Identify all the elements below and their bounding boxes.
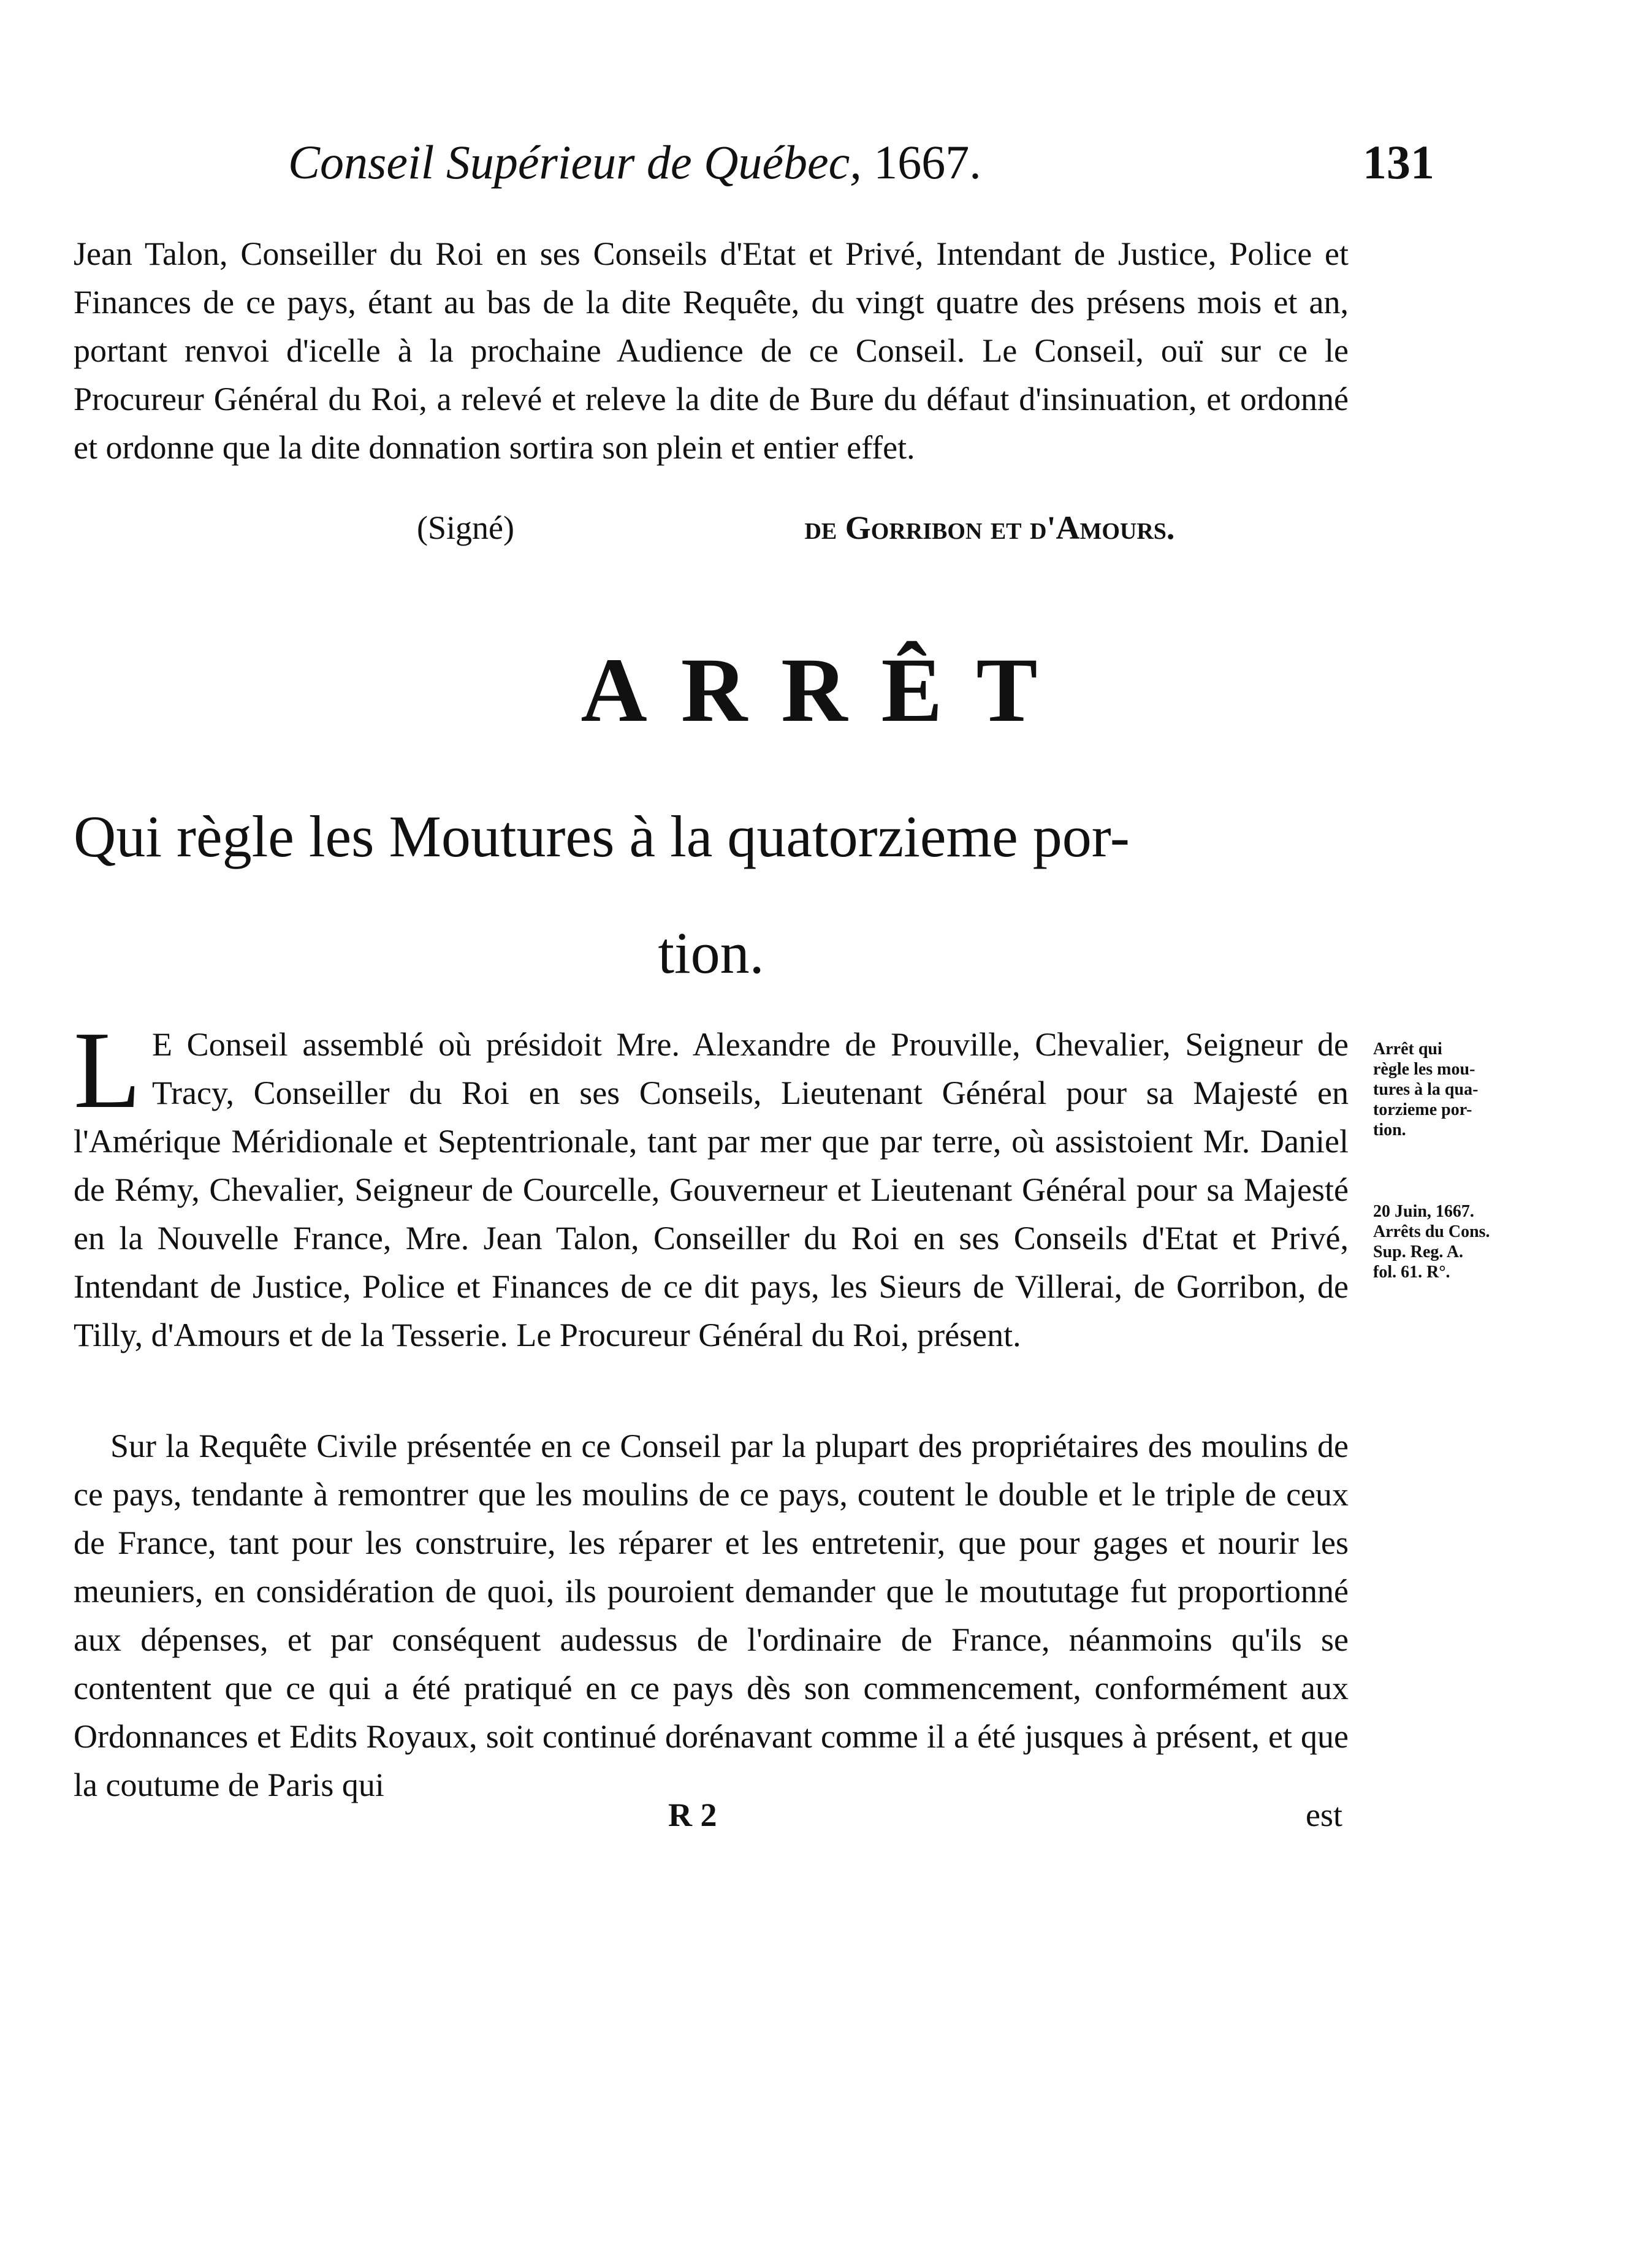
arret-subtitle-line1: Qui règle les Moutures à la quatorzieme por- xyxy=(74,804,1130,869)
drop-cap: L xyxy=(74,1009,141,1131)
top-paragraph: Jean Talon, Conseiller du Roi en ses Conseils d'Etat et Privé, Intendant de Justice, Police et Finances de ce pays, étant au bas de la dite Requête, du vingt quatre des présens mois et an, portant renvoi d'icelle à la prochaine Audience de ce Conseil. Le Conseil, ouï sur ce le Procureur Général du Roi, a relevé et releve la dite de Bure du défaut d'insinuation, et ordonné et ordonne que la dite donnation sortira son plein et entier effet. xyxy=(74,235,1349,466)
catchword: est xyxy=(1306,1797,1342,1833)
arret-subtitle xyxy=(74,778,1349,1011)
margin-note-summary xyxy=(1373,1039,1569,1140)
margin-note-line: Arrêts du Cons. xyxy=(1373,1222,1490,1241)
main-paragraph-2: Sur la Requête Civile présentée en ce Conseil par la plupart des propriétaires des moulins de ce pays, tendante à remontrer que les moulins de ce pays, coutent le double et le triple de ceux de France, tant pour les construire, les réparer et les entretenir, que pour gages et nourir les meuniers, en considération de quoi, ils pouroient demander que le moututage fut proportionné aux dépenses, et par conséquent audessus de l'ordinaire de France, néanmoins qu'ils se contentent que ce qui a été pratiqué en ce pays dès son commencement, conformément aux Ordonnances et Edits Royaux, soit continué dorénavant comme il a été jusques à présent, et que la coutume de Paris qui xyxy=(74,1428,1349,1803)
main-paragraph-1: E Conseil assemblé où présidoit Mre. Alexandre de Prouville, Chevalier, Seigneur de Tracy, Conseiller du Roi en ses Conseils, Lieutenant Général pour sa Majesté en l'Amérique Méridionale et Septentrionale, tant par mer que par terre, où assistoient Mr. Daniel de Rémy, Chevalier, Seigneur de Courcelle, Gouverneur et Lieutenant Général pour sa Majesté en la Nouvelle France, Mre. Jean Talon, Conseiller du Roi en ses Conseils d'Etat et Privé, Intendant de Justice, Police et Finances de ce dit pays, les Sieurs de Villerai, de Gorribon, de Tilly, d'Amours et de la Tesserie. Le Procureur Général du Roi, présent. xyxy=(74,1026,1349,1353)
margin-note-reference xyxy=(1373,1201,1569,1282)
arret-title: ARRÊT xyxy=(580,639,1072,741)
second-text-block xyxy=(74,1422,1349,1809)
signature-mark: R 2 xyxy=(668,1797,717,1833)
margin-note-line: Sup. Reg. A. xyxy=(1373,1242,1464,1261)
running-head xyxy=(288,135,1434,202)
signature-prefix: (Signé) xyxy=(417,509,514,546)
running-head-year: 1667. xyxy=(874,135,981,189)
main-text xyxy=(74,1009,1349,1360)
arret-subtitle-line2: tion. xyxy=(658,920,764,986)
running-head-title xyxy=(288,135,981,190)
signature-line xyxy=(417,509,1336,547)
top-text-block xyxy=(74,230,1349,472)
margin-note-line: tion. xyxy=(1373,1120,1406,1139)
margin-note-line: torzieme por- xyxy=(1373,1100,1472,1119)
running-head-title-text: Conseil Supérieur de Québec, xyxy=(288,135,862,189)
margin-note-line: règle les mou- xyxy=(1373,1060,1475,1079)
page-number: 131 xyxy=(1363,135,1434,189)
margin-note-line: 20 Juin, 1667. xyxy=(1373,1202,1474,1221)
margin-note-line: tures à la qua- xyxy=(1373,1080,1479,1099)
margin-note-line: Arrêt qui xyxy=(1373,1040,1442,1059)
signature-names: de Gorribon et d'Amours. xyxy=(804,509,1175,546)
margin-note-line: fol. 61. R°. xyxy=(1373,1263,1450,1282)
